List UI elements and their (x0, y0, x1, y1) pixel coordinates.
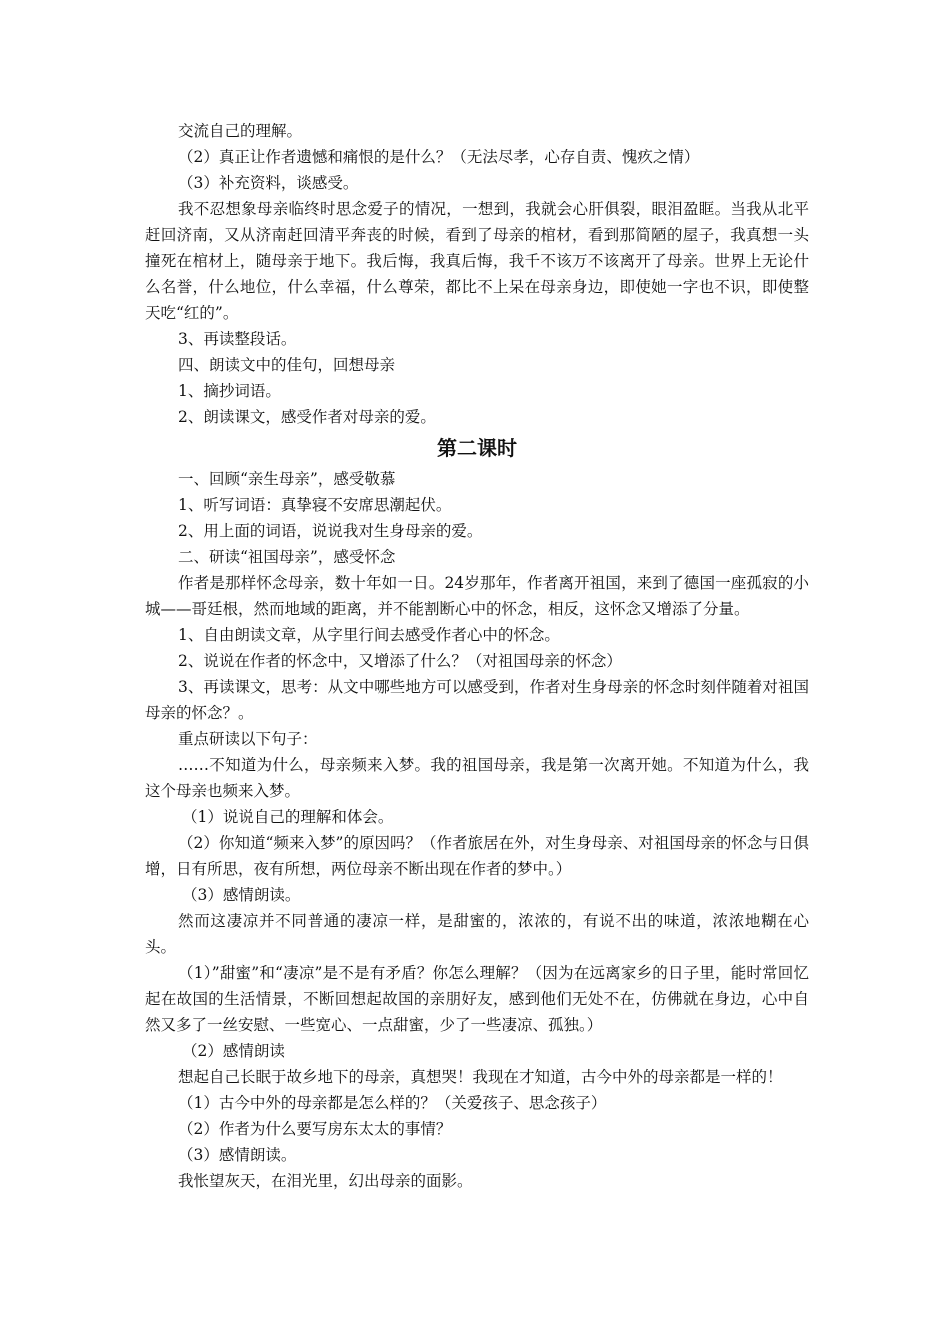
section-heading: 四、朗读文中的佳句，回想母亲 (178, 356, 396, 374)
paragraph: 1、自由朗读文章，从字里行间去感受作者心中的怀念。 (178, 626, 560, 644)
paragraph: 1、听写词语：真挚寝不安席思潮起伏。 (178, 496, 452, 514)
paragraph: 3、再读整段话。 (178, 330, 297, 348)
paragraph: 作者是那样怀念母亲，数十年如一日。24岁那年，作者离开祖国，来到了德国一座孤寂的小城——哥廷根，然而地域的距离，并不能割断心中的怀念，相反，这怀念又增添了分量。 (145, 574, 809, 618)
section-heading: 二、研读“祖国母亲”，感受怀念 (178, 548, 396, 566)
quote-paragraph: 想起自己长眠于故乡地下的母亲，真想哭！我现在才知道，古今中外的母亲都是一样的！ (178, 1068, 783, 1086)
paragraph: 3、再读课文，思考：从文中哪些地方可以感受到，作者对生身母亲的怀念时刻伴随着对祖国母亲的怀念？。 (145, 678, 809, 722)
paragraph: 2、用上面的词语，说说我对生身母亲的爱。 (178, 522, 483, 540)
quote-paragraph: 我怅望灰天，在泪光里，幻出母亲的面影。 (178, 1172, 473, 1190)
section-heading: 一、回顾“亲生母亲”，感受敬慕 (178, 470, 396, 488)
paragraph: （1）古今中外的母亲都是怎么样的？（关爱孩子、思念孩子） (178, 1094, 607, 1112)
paragraph: （2）你知道“频来入梦”的原因吗？（作者旅居在外，对生身母亲、对祖国母亲的怀念与日俱增，日有所思，夜有所想，两位母亲不断出现在作者的梦中。） (145, 834, 809, 878)
paragraph: 2、朗读课文，感受作者对母亲的爱。 (178, 408, 436, 426)
paragraph: （1）”甜蜜”和“凄凉”是不是有矛盾？你怎么理解？（因为在远离家乡的日子里，能时常回忆起在故国的生活情景，不断回想起故国的亲朋好友，感到他们无处不在，仿佛就在身边，心中自然又多了一丝安慰、一些宽心、一点甜蜜，少了一些凄凉、孤独。） (145, 964, 809, 1034)
paragraph: 我不忍想象母亲临终时思念爱子的情况，一想到，我就会心肝俱裂，眼泪盈眶。当我从北平赶回济南，又从济南赶回清平奔丧的时候，看到了母亲的棺材，看到那简陋的屋子，我真想一头撞死在棺材上，随母亲于地下。我后悔，我真后悔，我千不该万不该离开了母亲。世界上无论什么名誉，什么地位，什么幸福，什么尊荣，都比不上呆在母亲身边，即使她一字也不识，即使整天吃“红的”。 (145, 200, 809, 322)
document-body (145, 118, 809, 1194)
paragraph: （2）真正让作者遗憾和痛恨的是什么？（无法尽孝，心存自责、愧疚之情） (178, 148, 700, 166)
paragraph: （3）感情朗读。 (178, 1146, 297, 1164)
paragraph: （3）补充资料，谈感受。 (178, 174, 359, 192)
paragraph: （2）感情朗读 (182, 1042, 285, 1060)
paragraph: 重点研读以下句子： (178, 730, 318, 748)
quote-paragraph: ……不知道为什么，母亲频来入梦。我的祖国母亲，我是第一次离开她。不知道为什么，我这个母亲也频来入梦。 (145, 756, 809, 800)
paragraph: （3）感情朗读。 (182, 886, 301, 904)
paragraph: 2、说说在作者的怀念中，又增添了什么？（对祖国母亲的怀念） (178, 652, 622, 670)
paragraph: （1）说说自己的理解和体会。 (182, 808, 394, 826)
quote-paragraph: 然而这凄凉并不同普通的凄凉一样，是甜蜜的，浓浓的，有说不出的味道，浓浓地糊在心头。 (145, 912, 809, 956)
lesson-title: 第二课时 (437, 436, 517, 460)
paragraph: 1、摘抄词语。 (178, 382, 281, 400)
paragraph: （2）作者为什么要写房东太太的事情？ (178, 1120, 452, 1138)
paragraph: 交流自己的理解。 (178, 122, 303, 140)
